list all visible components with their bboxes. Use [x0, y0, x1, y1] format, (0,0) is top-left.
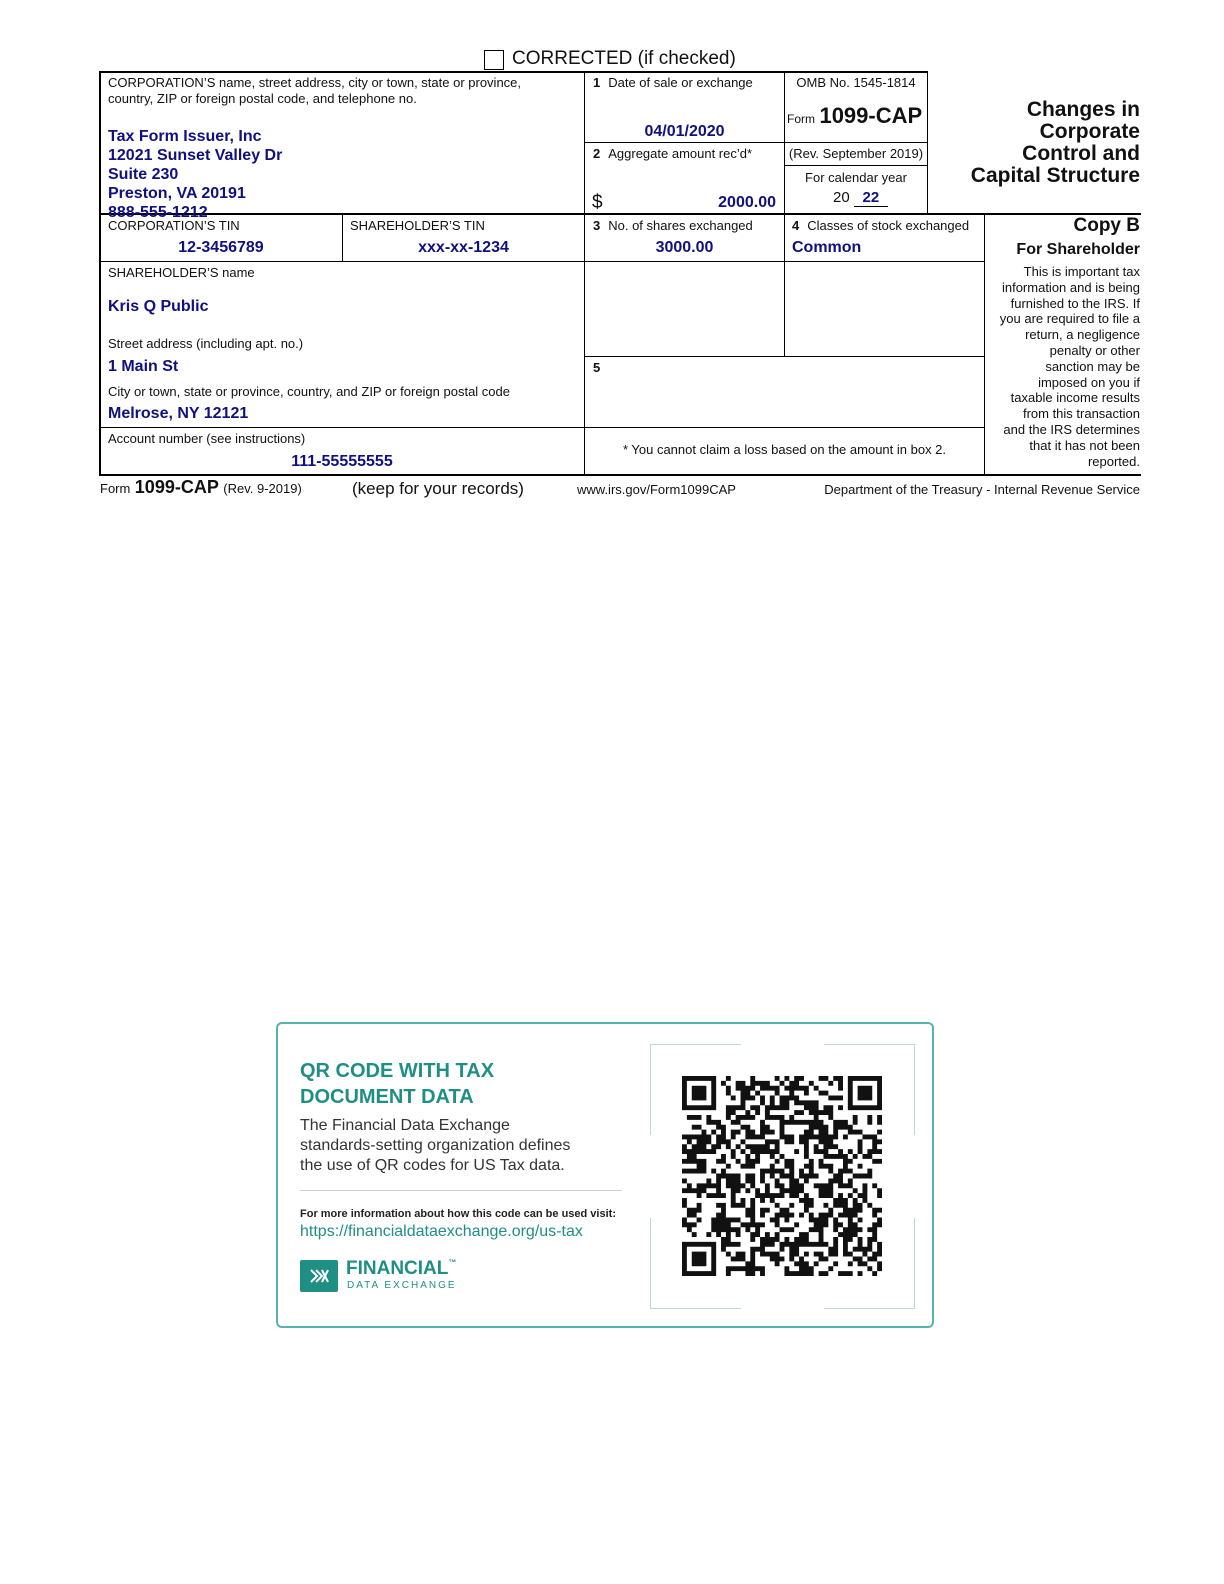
- corporation-tin-value[interactable]: 12-3456789: [178, 239, 264, 256]
- corporation-name: Tax Form Issuer, Inc: [108, 128, 262, 145]
- shareholder-name-value[interactable]: Kris Q Public: [108, 298, 209, 315]
- calendar-year: 20 22: [833, 189, 888, 207]
- qr-info-text: For more information about how this code can be used visit:: [300, 1208, 616, 1220]
- corporation-tin-label: CORPORATION’S TIN: [108, 218, 240, 233]
- qr-code-image[interactable]: [682, 1076, 882, 1276]
- box1-date-value[interactable]: 04/01/2020: [644, 123, 725, 140]
- qr-code-card: [276, 1022, 934, 1328]
- corporation-info: [108, 127, 578, 221]
- qr-info-link[interactable]: https://financialdataexchange.org/us-tax: [300, 1223, 583, 1240]
- corrected-label: CORRECTED (if checked): [512, 48, 736, 69]
- fdx-logo: FINANCIAL™ DATA EXCHANGE: [300, 1260, 500, 1296]
- fdx-logo-icon: [300, 1260, 338, 1292]
- account-number-label: Account number (see instructions): [108, 431, 306, 446]
- form-title: Changes in Corporate Control and Capital Structure: [970, 98, 1140, 187]
- street-address-label: Street address (including apt. no.): [108, 336, 304, 351]
- street-address-value[interactable]: 1 Main St: [108, 358, 179, 375]
- corporation-label: CORPORATION’S name, street address, city or town, state or province, country, ZIP or foreign postal code, and telephone no.: [108, 75, 522, 106]
- box4-label: 4 Classes of stock exchanged: [792, 218, 970, 233]
- calendar-year-value[interactable]: 22: [854, 189, 888, 207]
- footer-keep: (keep for your records): [352, 479, 524, 498]
- form-id: Form 1099-CAP: [787, 103, 923, 128]
- account-number-value[interactable]: 111-55555555: [291, 453, 393, 470]
- corporation-street: 12021 Sunset Valley Dr: [108, 147, 283, 164]
- box3-shares-value[interactable]: 3000.00: [655, 239, 714, 256]
- for-shareholder: For Shareholder: [1016, 241, 1140, 258]
- box3-label: 3 No. of shares exchanged: [593, 218, 753, 233]
- box5-label: 5: [593, 360, 601, 375]
- calendar-year-label: For calendar year: [805, 170, 907, 185]
- corporation-city: Preston, VA 20191: [108, 185, 246, 202]
- qr-heading: QR CODE WITH TAX DOCUMENT DATA: [300, 1060, 495, 1108]
- corporation-suite: Suite 230: [108, 166, 179, 183]
- corporation-phone: 888-555-1212: [108, 204, 208, 221]
- corrected-checkbox[interactable]: [484, 50, 504, 70]
- box4-class-value[interactable]: Common: [792, 239, 862, 256]
- city-label: City or town, state or province, country, and ZIP or foreign postal code: [108, 384, 510, 399]
- fdx-logo-subtext: DATA EXCHANGE: [347, 1280, 457, 1291]
- qr-divider: [300, 1190, 622, 1191]
- footer-department: Department of the Treasury - Internal Revenue Service: [824, 482, 1140, 497]
- fdx-logo-text: FINANCIAL: [346, 1258, 449, 1279]
- city-value[interactable]: Melrose, NY 12121: [108, 405, 249, 422]
- box2-amount-value[interactable]: 2000.00: [718, 194, 776, 211]
- qr-description: The Financial Data Exchange standards-setting organization defines the use of QR codes for US Tax data.: [300, 1117, 571, 1174]
- box1-label: 1 Date of sale or exchange: [593, 75, 753, 90]
- footer-form-id: Form 1099-CAP (Rev. 9-2019): [100, 477, 302, 497]
- box2-label: 2 Aggregate amount rec’d*: [593, 146, 753, 161]
- shareholder-tin-value[interactable]: xxx-xx-1234: [418, 239, 509, 256]
- omb-number: OMB No. 1545-1814: [796, 75, 916, 90]
- footer-irs-url[interactable]: www.irs.gov/Form1099CAP: [577, 482, 736, 497]
- copy-b-heading: Copy B: [1073, 215, 1140, 236]
- side-notice: This is important tax information and is being furnished to the IRS. If you are required to file a return, a negligence penalty or other sanction may be imposed on you if taxable income results from this transaction and the IRS determines that it has not been reported.: [999, 264, 1140, 469]
- shareholder-name-label: SHAREHOLDER’S name: [108, 265, 255, 280]
- box2-footnote: * You cannot claim a loss based on the amount in box 2.: [622, 442, 947, 457]
- box2-currency: $: [592, 192, 603, 213]
- form-revision: (Rev. September 2019): [788, 146, 924, 161]
- shareholder-tin-label: SHAREHOLDER’S TIN: [350, 218, 485, 233]
